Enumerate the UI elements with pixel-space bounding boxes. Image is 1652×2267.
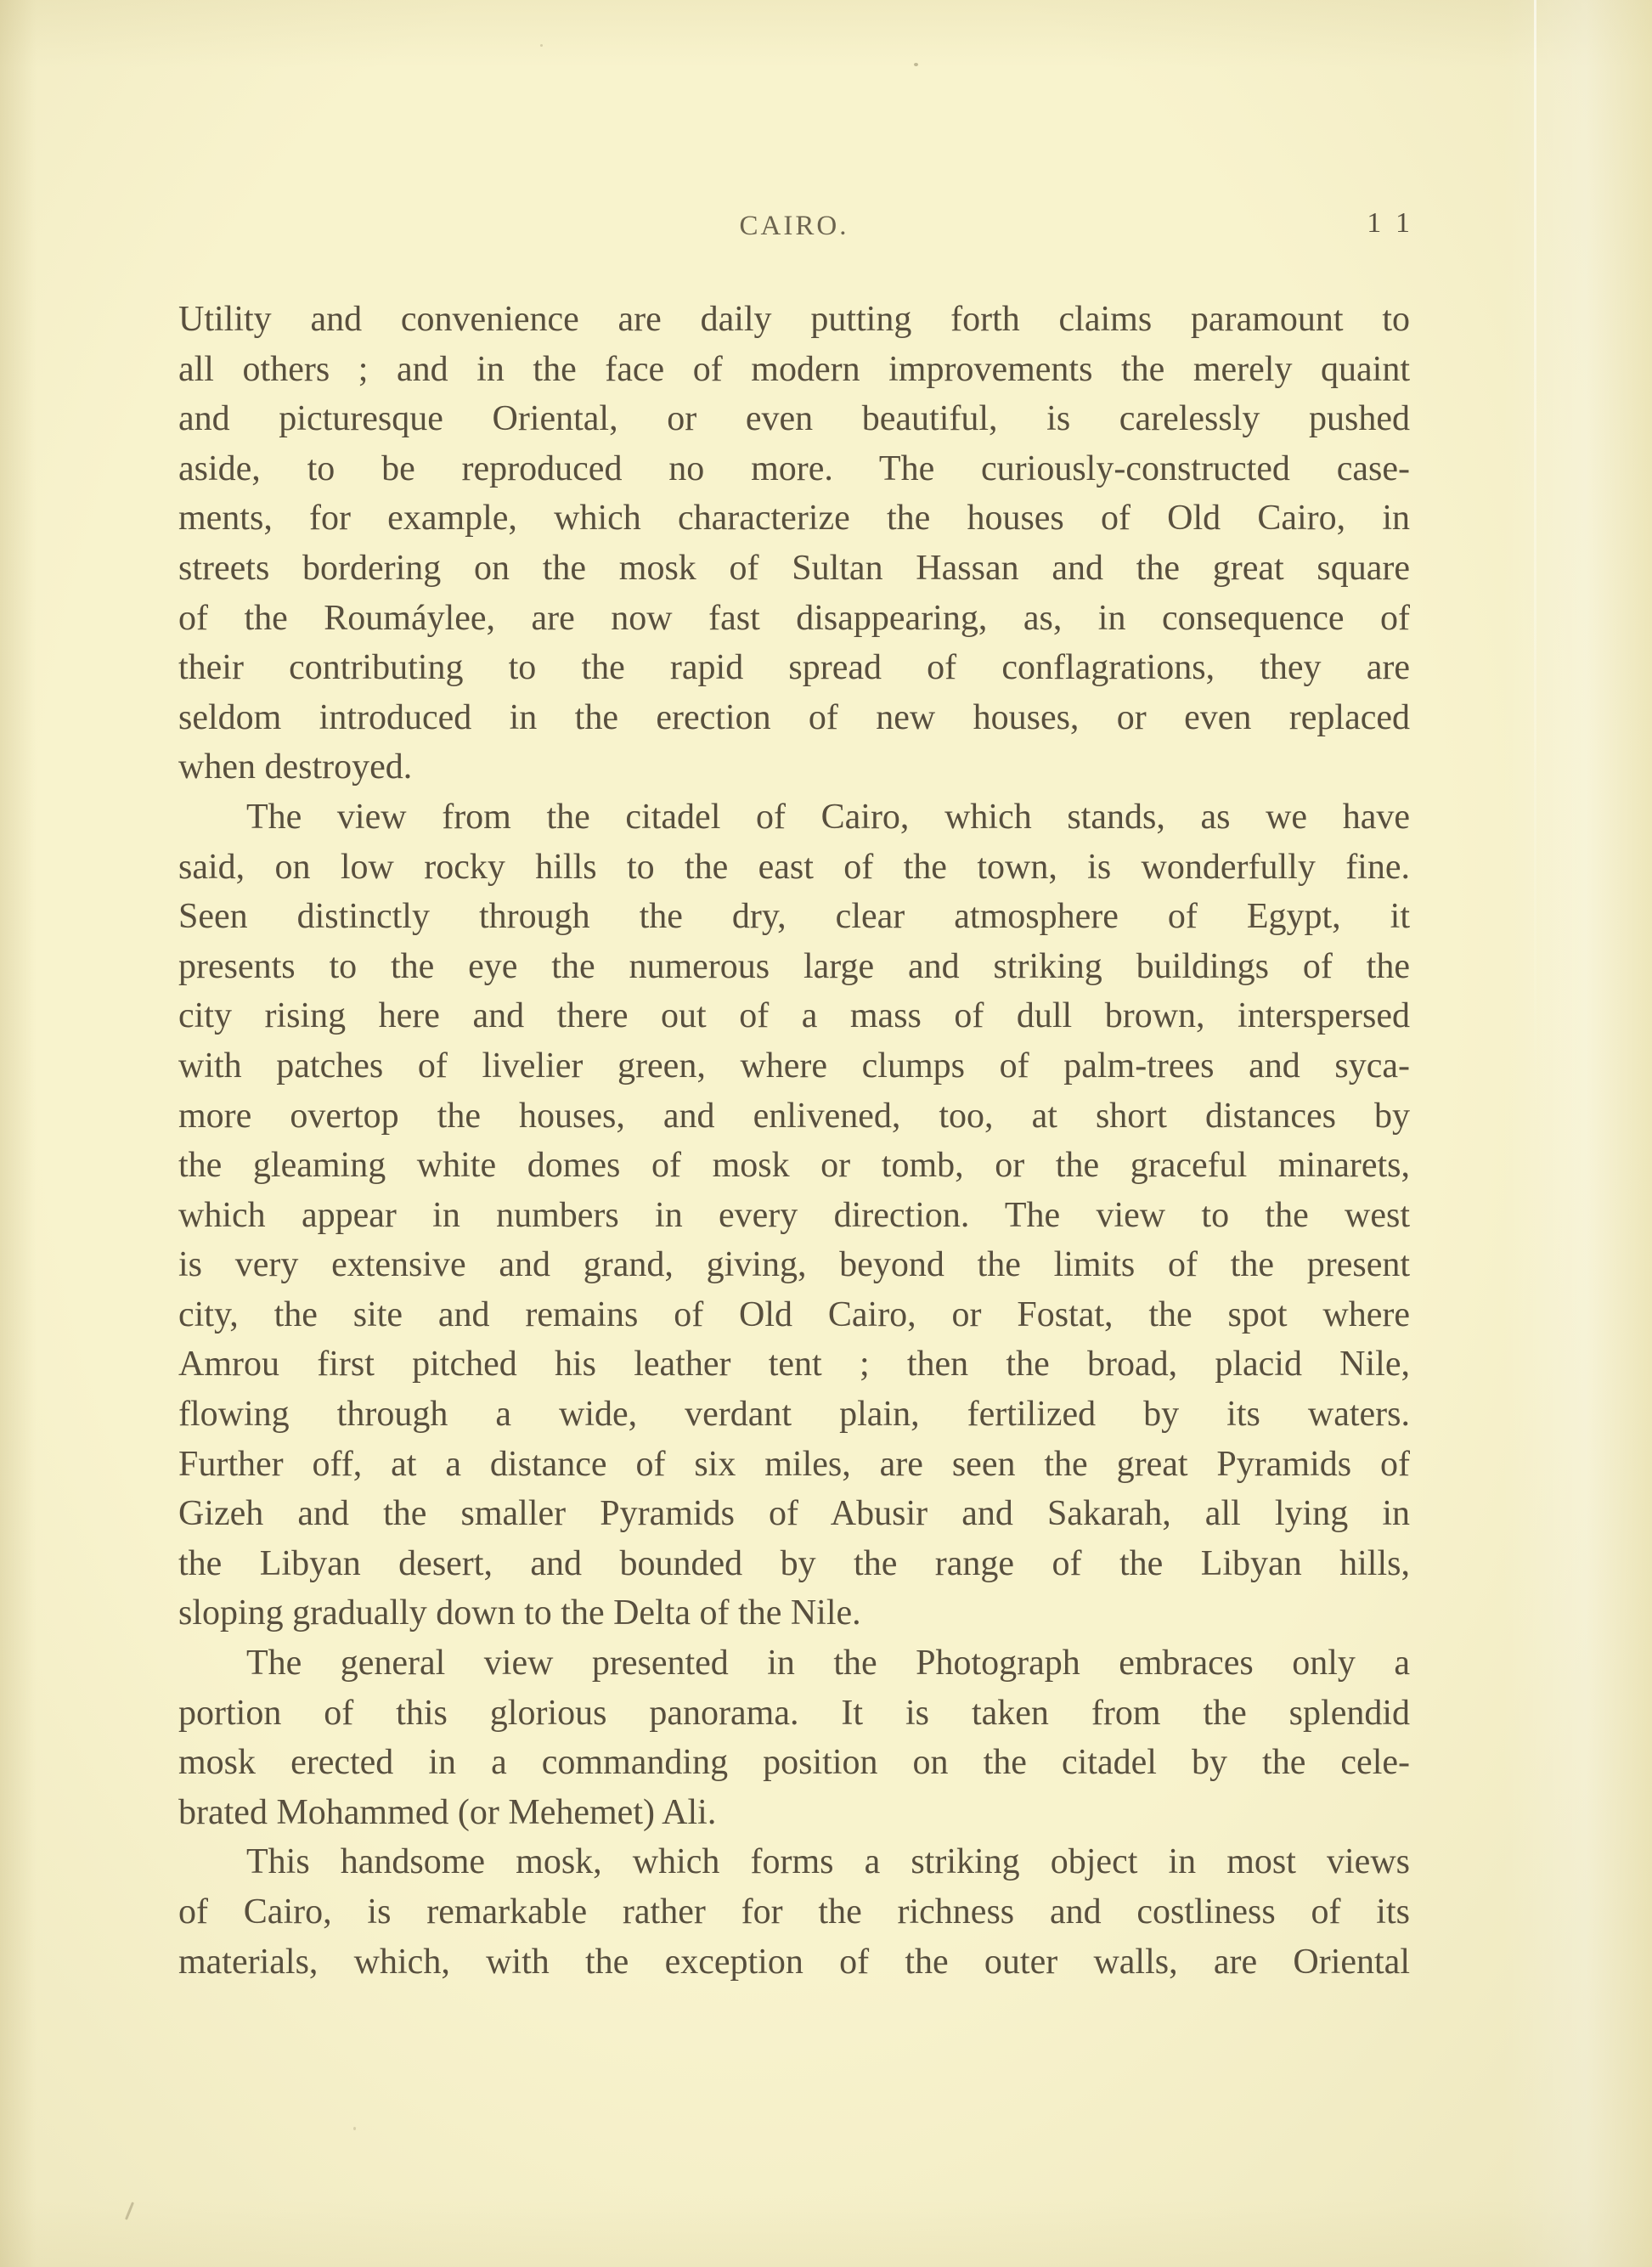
text-line: flowing through a wide, verdant plain, fertilized by its waters. [178, 1395, 1410, 1435]
text-line: Further off, at a distance of six miles, are seen the great Pyramids of [178, 1444, 1410, 1484]
text-line: materials, which, with the exception of the outer walls, are Oriental [178, 1942, 1410, 1982]
text-line: portion of this glorious panorama. It is taken from the splendid [178, 1693, 1410, 1733]
page-header [178, 207, 1425, 250]
text-line: of the Roumáylee, are now fast disappearing, as, in consequence of [178, 598, 1410, 638]
running-title: CAIRO. [739, 211, 849, 241]
page-text [178, 295, 1410, 1987]
scan-mark [125, 2202, 134, 2220]
text-line: of Cairo, is remarkable rather for the richness and costliness of its [178, 1892, 1410, 1931]
text-line: with patches of livelier green, where clumps of palm-trees and syca- [178, 1046, 1410, 1086]
text-line: and picturesque Oriental, or even beautiful, is carelessly pushed [178, 399, 1410, 439]
page-crease [1534, 0, 1536, 1121]
text-line: Seen distinctly through the dry, clear atmosphere of Egypt, it [178, 897, 1410, 937]
text-line: seldom introduced in the erection of new houses, or even replaced [178, 697, 1410, 737]
paragraph [178, 792, 1410, 1638]
text-line: Gizeh and the smaller Pyramids of Abusir and Sakarah, all lying in [178, 1494, 1410, 1534]
paragraph [178, 295, 1410, 792]
text-line: more overtop the houses, and enlivened, too, at short distances by [178, 1096, 1410, 1136]
scan-speck [540, 44, 543, 47]
text-line: Amrou first pitched his leather tent ; then the broad, placid Nile, [178, 1345, 1410, 1384]
paragraph [178, 1837, 1410, 1987]
text-line: said, on low rocky hills to the east of the town, is wonderfully fine. [178, 847, 1410, 887]
scan-speck [353, 2127, 356, 2130]
text-line: the gleaming white domes of mosk or tomb, or the graceful minarets, [178, 1146, 1410, 1186]
text-line: when destroyed. [178, 747, 413, 787]
scan-speck [914, 63, 918, 66]
text-line: The view from the citadel of Cairo, which stands, as we have [246, 797, 1410, 837]
page-number: 11 [1367, 207, 1425, 239]
text-line: ments, for example, which characterize the houses of Old Cairo, in [178, 499, 1410, 539]
text-line: brated Mohammed (or Mehemet) Ali. [178, 1792, 717, 1832]
text-line: This handsome mosk, which forms a striking object in most views [246, 1842, 1410, 1882]
text-line: streets bordering on the mosk of Sultan Hassan and the great square [178, 548, 1410, 588]
text-line: sloping gradually down to the Delta of the Nile. [178, 1593, 861, 1633]
text-line: The general view presented in the Photograph embraces only a [246, 1644, 1410, 1683]
text-line: is very extensive and grand, giving, beyond the limits of the present [178, 1245, 1410, 1285]
text-line: all others ; and in the face of modern improvements the merely quaint [178, 349, 1410, 389]
text-line: the Libyan desert, and bounded by the range of the Libyan hills, [178, 1543, 1410, 1583]
text-line: their contributing to the rapid spread of conflagrations, they are [178, 648, 1410, 688]
paragraph [178, 1638, 1410, 1837]
text-line: city, the site and remains of Old Cairo, or Fostat, the spot where [178, 1294, 1410, 1334]
text-line: presents to the eye the numerous large and striking buildings of the [178, 946, 1410, 986]
text-line: Utility and convenience are daily putting forth claims paramount to [178, 300, 1410, 339]
text-line: city rising here and there out of a mass of dull brown, interspersed [178, 996, 1410, 1036]
text-line: mosk erected in a commanding position on the citadel by the cele- [178, 1743, 1410, 1783]
text-line: aside, to be reproduced no more. The curiously-constructed case- [178, 448, 1410, 488]
text-line: which appear in numbers in every direction. The view to the west [178, 1195, 1410, 1235]
